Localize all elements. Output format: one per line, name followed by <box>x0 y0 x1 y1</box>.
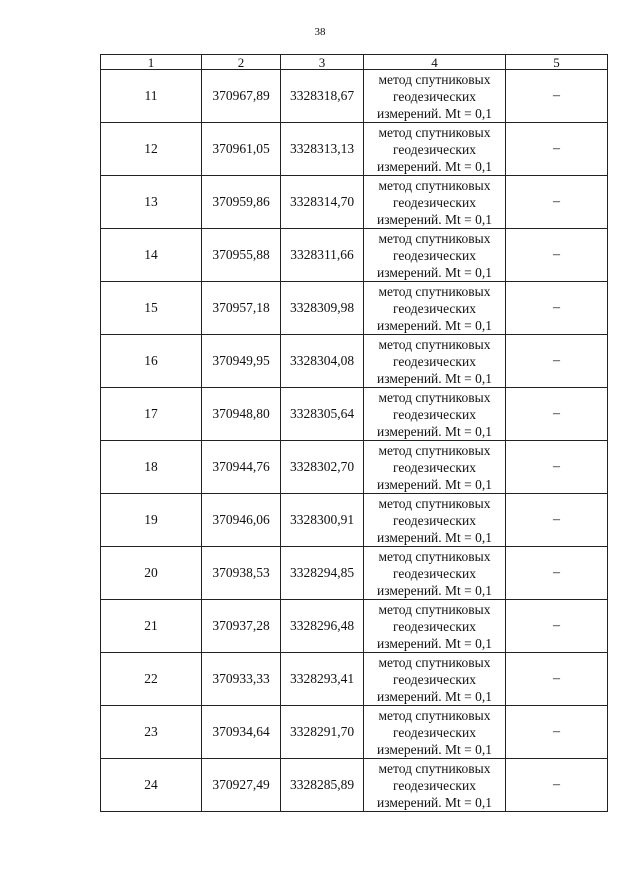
table-row <box>101 388 608 441</box>
point-number: 22 <box>101 653 202 706</box>
x-coordinate: 370967,89 <box>202 70 281 123</box>
table-header <box>101 55 608 70</box>
method-line-2: геодезических <box>393 141 476 157</box>
method-cell <box>364 70 506 123</box>
table-row <box>101 759 608 812</box>
coordinates-table <box>100 54 608 812</box>
method-line-2: геодезических <box>393 353 476 369</box>
method-cell <box>364 494 506 547</box>
table-row <box>101 706 608 759</box>
method-cell <box>364 335 506 388</box>
method-line-1: метод спутниковых <box>378 654 491 670</box>
table-row <box>101 600 608 653</box>
method-cell <box>364 759 506 812</box>
method-line-3: измерений. Mt = 0,1 <box>376 423 493 439</box>
method-line-3: измерений. Mt = 0,1 <box>376 264 493 280</box>
header-col-1: 1 <box>101 55 202 70</box>
method-line-2: геодезических <box>393 194 476 210</box>
description-cell: – <box>506 706 608 759</box>
method-line-1: метод спутниковых <box>378 71 491 87</box>
description-cell: – <box>506 759 608 812</box>
method-line-1: метод спутниковых <box>378 283 491 299</box>
header-col-3: 3 <box>281 55 364 70</box>
y-coordinate: 3328314,70 <box>281 176 364 229</box>
description-cell: – <box>506 441 608 494</box>
y-coordinate: 3328293,41 <box>281 653 364 706</box>
method-line-3: измерений. Mt = 0,1 <box>376 317 493 333</box>
table-row <box>101 494 608 547</box>
method-line-3: измерений. Mt = 0,1 <box>376 158 493 174</box>
y-coordinate: 3328285,89 <box>281 759 364 812</box>
method-cell <box>364 600 506 653</box>
point-number: 20 <box>101 547 202 600</box>
method-line-3: измерений. Mt = 0,1 <box>376 794 493 810</box>
description-cell: – <box>506 229 608 282</box>
description-cell: – <box>506 282 608 335</box>
x-coordinate: 370946,06 <box>202 494 281 547</box>
method-line-3: измерений. Mt = 0,1 <box>376 105 493 121</box>
method-line-2: геодезических <box>393 247 476 263</box>
y-coordinate: 3328305,64 <box>281 388 364 441</box>
y-coordinate: 3328296,48 <box>281 600 364 653</box>
y-coordinate: 3328294,85 <box>281 547 364 600</box>
x-coordinate: 370948,80 <box>202 388 281 441</box>
y-coordinate: 3328302,70 <box>281 441 364 494</box>
method-cell <box>364 388 506 441</box>
description-cell: – <box>506 388 608 441</box>
method-line-1: метод спутниковых <box>378 442 491 458</box>
header-col-5: 5 <box>506 55 608 70</box>
method-line-2: геодезических <box>393 671 476 687</box>
description-cell: – <box>506 547 608 600</box>
y-coordinate: 3328291,70 <box>281 706 364 759</box>
table-row <box>101 123 608 176</box>
method-cell <box>364 123 506 176</box>
method-line-1: метод спутниковых <box>378 230 491 246</box>
method-line-3: измерений. Mt = 0,1 <box>376 741 493 757</box>
method-cell <box>364 547 506 600</box>
y-coordinate: 3328304,08 <box>281 335 364 388</box>
header-row <box>101 55 608 70</box>
point-number: 11 <box>101 70 202 123</box>
point-number: 15 <box>101 282 202 335</box>
table-row <box>101 547 608 600</box>
point-number: 14 <box>101 229 202 282</box>
header-col-2: 2 <box>202 55 281 70</box>
method-cell <box>364 653 506 706</box>
table-body <box>101 70 608 812</box>
x-coordinate: 370959,86 <box>202 176 281 229</box>
method-line-1: метод спутниковых <box>378 707 491 723</box>
x-coordinate: 370933,33 <box>202 653 281 706</box>
y-coordinate: 3328311,66 <box>281 229 364 282</box>
description-cell: – <box>506 494 608 547</box>
method-line-2: геодезических <box>393 88 476 104</box>
table-row <box>101 176 608 229</box>
method-line-1: метод спутниковых <box>378 601 491 617</box>
point-number: 13 <box>101 176 202 229</box>
method-line-2: геодезических <box>393 777 476 793</box>
y-coordinate: 3328313,13 <box>281 123 364 176</box>
method-line-3: измерений. Mt = 0,1 <box>376 582 493 598</box>
description-cell: – <box>506 335 608 388</box>
y-coordinate: 3328318,67 <box>281 70 364 123</box>
table-row <box>101 335 608 388</box>
point-number: 18 <box>101 441 202 494</box>
point-number: 23 <box>101 706 202 759</box>
point-number: 17 <box>101 388 202 441</box>
header-col-4: 4 <box>364 55 506 70</box>
method-line-2: геодезических <box>393 300 476 316</box>
x-coordinate: 370937,28 <box>202 600 281 653</box>
method-line-1: метод спутниковых <box>378 760 491 776</box>
description-cell: – <box>506 653 608 706</box>
method-line-1: метод спутниковых <box>378 124 491 140</box>
method-line-1: метод спутниковых <box>378 495 491 511</box>
method-line-3: измерений. Mt = 0,1 <box>376 635 493 651</box>
method-cell <box>364 229 506 282</box>
x-coordinate: 370938,53 <box>202 547 281 600</box>
page-number: 38 <box>314 26 326 38</box>
method-cell <box>364 176 506 229</box>
table-row <box>101 229 608 282</box>
x-coordinate: 370961,05 <box>202 123 281 176</box>
method-cell <box>364 441 506 494</box>
point-number: 21 <box>101 600 202 653</box>
point-number: 12 <box>101 123 202 176</box>
method-line-3: измерений. Mt = 0,1 <box>376 370 493 386</box>
description-cell: – <box>506 123 608 176</box>
x-coordinate: 370957,18 <box>202 282 281 335</box>
description-cell: – <box>506 70 608 123</box>
x-coordinate: 370955,88 <box>202 229 281 282</box>
y-coordinate: 3328309,98 <box>281 282 364 335</box>
method-line-2: геодезических <box>393 459 476 475</box>
method-line-3: измерений. Mt = 0,1 <box>376 211 493 227</box>
table-row <box>101 653 608 706</box>
x-coordinate: 370944,76 <box>202 441 281 494</box>
method-line-2: геодезических <box>393 724 476 740</box>
x-coordinate: 370949,95 <box>202 335 281 388</box>
x-coordinate: 370934,64 <box>202 706 281 759</box>
method-line-3: измерений. Mt = 0,1 <box>376 476 493 492</box>
table-row <box>101 282 608 335</box>
method-line-1: метод спутниковых <box>378 177 491 193</box>
method-cell <box>364 706 506 759</box>
method-line-3: измерений. Mt = 0,1 <box>376 688 493 704</box>
point-number: 16 <box>101 335 202 388</box>
y-coordinate: 3328300,91 <box>281 494 364 547</box>
method-line-2: геодезических <box>393 618 476 634</box>
method-line-1: метод спутниковых <box>378 548 491 564</box>
method-line-1: метод спутниковых <box>378 389 491 405</box>
point-number: 19 <box>101 494 202 547</box>
method-line-1: метод спутниковых <box>378 336 491 352</box>
method-line-2: геодезических <box>393 565 476 581</box>
point-number: 24 <box>101 759 202 812</box>
method-line-2: геодезических <box>393 406 476 422</box>
method-line-2: геодезических <box>393 512 476 528</box>
description-cell: – <box>506 600 608 653</box>
method-line-3: измерений. Mt = 0,1 <box>376 529 493 545</box>
description-cell: – <box>506 176 608 229</box>
method-cell <box>364 282 506 335</box>
table-row <box>101 70 608 123</box>
table-row <box>101 441 608 494</box>
x-coordinate: 370927,49 <box>202 759 281 812</box>
